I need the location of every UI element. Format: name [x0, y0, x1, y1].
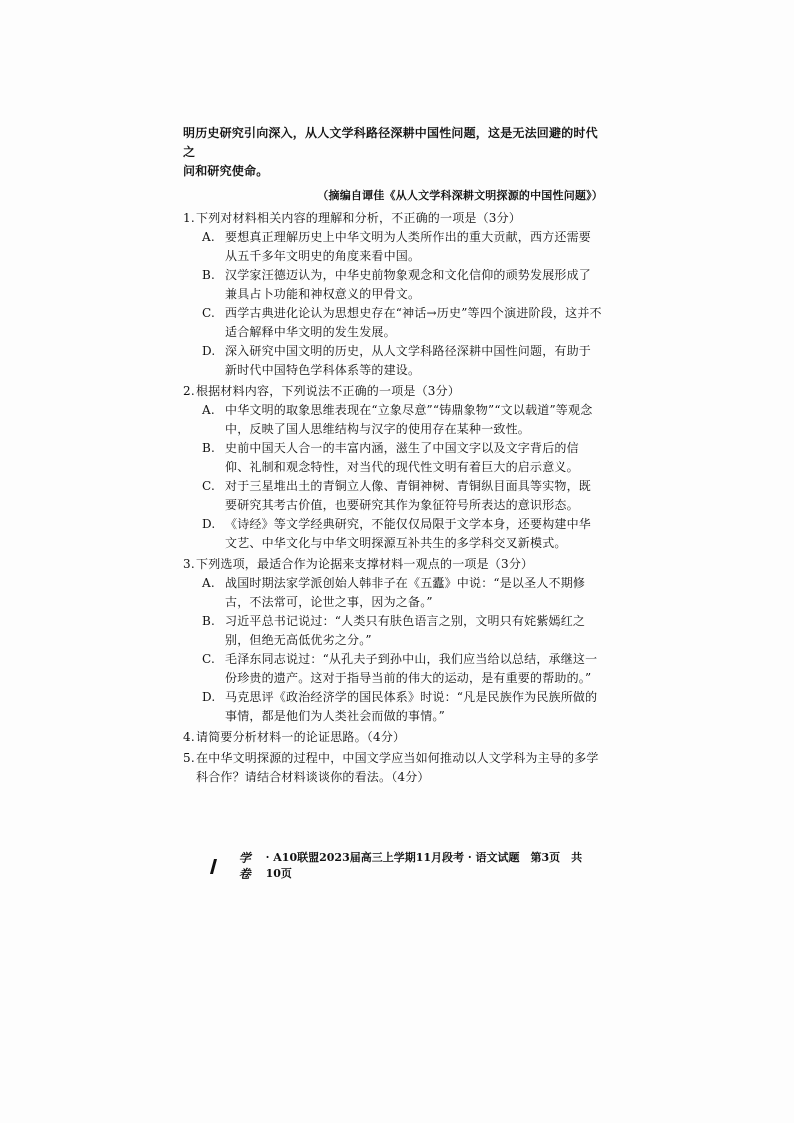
question-stem: 根据材料内容，下列说法不正确的一项是（3分） — [196, 384, 461, 398]
question-number: 3. — [183, 557, 195, 571]
option-text: 对于三星堆出土的青铜立人像、青铜神树、青铜纵目面具等实物，既要研究其考古价值，也要研究其作为象征符号所表达的意识形态。 — [225, 479, 592, 512]
answer-option — [202, 401, 603, 439]
footer-text: · A10联盟2023届高三上学期11月段考 · 语文试题 第3页 共10页 — [265, 851, 583, 880]
answer-option — [202, 477, 603, 515]
question-stem-row — [183, 555, 603, 574]
question-stem-row — [183, 382, 603, 401]
option-label: B. — [202, 441, 216, 455]
source-citation: （摘编自谭佳《从人文学科深耕文明探源的中国性问题》） — [317, 189, 603, 202]
option-label: D. — [202, 517, 216, 531]
answer-option — [202, 304, 603, 342]
brand-logo-icon — [212, 858, 237, 875]
option-label: B. — [202, 614, 216, 628]
brand-logo-text: 学卷 — [238, 851, 251, 881]
question-block — [183, 382, 603, 553]
page-content — [183, 124, 603, 787]
option-label: C. — [202, 652, 215, 666]
question-stem-row — [183, 728, 603, 747]
question-stem-row — [183, 749, 603, 787]
question-stem: 下列选项，最适合作为论据来支撑材料一观点的一项是（3分） — [196, 557, 534, 571]
option-text: 习近平总书记说过：“人类只有肤色语言之别，文明只有姹紫嫣红之别，但绝无高低优劣之分。” — [225, 614, 586, 647]
option-text: 战国时期法家学派创始人韩非子在《五蠹》中说：“是以圣人不期修古，不法常可，论世之事，因为之备。” — [225, 576, 586, 609]
question-number: 1. — [183, 211, 195, 225]
option-text: 西学古典进化论认为思想史存在“神话→历史”等四个演进阶段，这并不适合解释中华文明的发生发展。 — [225, 306, 602, 339]
option-label: D. — [202, 344, 216, 358]
question-list — [183, 209, 603, 787]
intro-line-1: 明历史研究引向深入，从人文学科路径深耕中国性问题，这是无法回避的时代之 — [183, 126, 598, 159]
option-text: 马克思评《政治经济学的国民体系》时说：“凡是民族作为民族所做的事情，都是他们为人类社会而做的事情。” — [225, 690, 598, 723]
answer-option — [202, 342, 603, 380]
option-label: B. — [202, 268, 216, 282]
answer-option — [202, 688, 603, 726]
answer-option — [202, 266, 603, 304]
question-stem-row — [183, 209, 603, 228]
answer-option — [202, 650, 603, 688]
question-stem: 下列对材料相关内容的理解和分析，不正确的一项是（3分） — [196, 211, 522, 225]
option-label: A. — [202, 576, 215, 590]
answer-option — [202, 439, 603, 477]
option-text: 毛泽东同志说过：“从孔夫子到孙中山，我们应当给以总结，承继这一份珍贵的遗产。这对于指导当前的伟大的运动，是有重要的帮助的。” — [225, 652, 598, 685]
intro-line-2: 问和研究使命。 — [183, 164, 269, 178]
page-footer — [212, 850, 592, 882]
question-block — [183, 209, 603, 380]
question-block — [183, 555, 603, 726]
question-stem: 请简要分析材料一的论证思路。（4分） — [196, 730, 406, 744]
option-label: C. — [202, 306, 215, 320]
question-stem: 在中华文明探源的过程中，中国文学应当如何推动以人文学科为主导的多学科合作？请结合材料谈谈你的看法。（4分） — [196, 751, 599, 784]
option-text: 《诗经》等文学经典研究，不能仅仅局限于文学本身，还要构建中华文艺、中华文化与中华文明探源互补共生的多学科交叉新模式。 — [225, 517, 592, 550]
question-block — [183, 728, 603, 747]
option-text: 深入研究中国文明的历史，从人文学科路径深耕中国性问题，有助于新时代中国特色学科体系等的建设。 — [225, 344, 592, 377]
question-number: 4. — [183, 730, 195, 744]
option-label: A. — [202, 230, 215, 244]
option-text: 中华文明的取象思维表现在“立象尽意”“铸鼎象物”“文以载道”等观念中，反映了国人思维结构与汉字的使用存在某种一致性。 — [225, 403, 593, 436]
answer-option — [202, 574, 603, 612]
question-number: 2. — [183, 384, 195, 398]
option-text: 要想真正理解历史上中华文明为人类所作出的重大贡献，西方还需要从五千多年文明史的角度来看中国。 — [225, 230, 592, 263]
answer-option — [202, 228, 603, 266]
answer-option — [202, 612, 603, 650]
option-text: 汉学家汪德迈认为，中华史前物象观念和文化信仰的顽势发展形成了兼具占卜功能和神权意义的甲骨文。 — [225, 268, 592, 301]
answer-option — [202, 515, 603, 553]
question-number: 5. — [183, 751, 195, 765]
option-label: A. — [202, 403, 215, 417]
option-label: C. — [202, 479, 215, 493]
option-text: 史前中国天人合一的丰富内涵，滋生了中国文字以及文字背后的信仰、礼制和观念特性，对当代的现代性文明有着巨大的启示意义。 — [225, 441, 579, 474]
question-block — [183, 749, 603, 787]
option-label: D. — [202, 690, 216, 704]
